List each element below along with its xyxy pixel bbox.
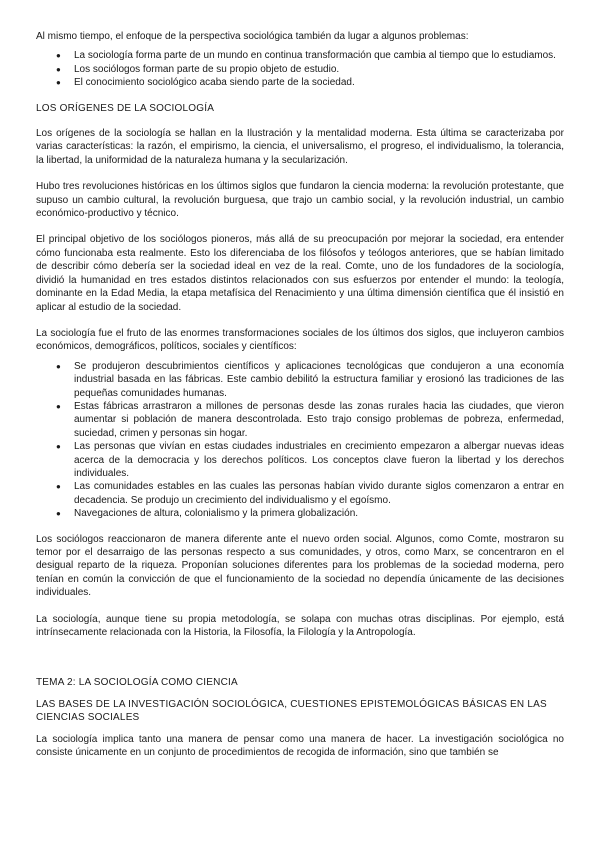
list-item: ● Las comunidades estables en las cuales las personas habían vivido durante siglos comenzaron a entrar en decadencia. Se produjo un crecimiento del individualismo y el egoísmo. [56,481,564,506]
problems-list [36,49,564,89]
list-item: ● El conocimiento sociológico acaba siendo parte de la sociedad. [56,77,355,89]
topic-heading: TEMA 2: LA SOCIOLOGÍA COMO CIENCIA [36,677,238,689]
paragraph: Los orígenes de la sociología se hallan en la Ilustración y la mentalidad moderna. Esta última se caracterizaba por varias características: la razón, el empirismo, la ciencia, el universalismo, el progreso, el individualismo, la tolerancia, la libertad, la uniformidad de la naturaleza humana y la secularización. [36,128,564,166]
paragraph: La sociología implica tanto una manera de pensar como una manera de hacer. La investigación sociológica no consiste únicamente en un conjunto de procedimientos de recogida de información, sino que también se [36,733,564,759]
bullet-icon: ● [56,482,61,492]
list-item: ● La sociología forma parte de un mundo en continua transformación que cambia al tiempo que lo estudiamos. [56,50,556,62]
bullet-icon: ● [56,401,61,411]
list-item: ● Estas fábricas arrastraron a millones de personas desde las zonas rurales hacia las ciudades, que vieron aumentar si población de manera descontrolada. Esto trajo consigo problemas de pobreza, enfermedad, suciedad, crimen y personas sin hogar. [56,400,564,439]
bullet-icon: ● [56,78,61,88]
section-heading-origins: LOS ORÍGENES DE LA SOCIOLOGÍA [36,102,215,114]
paragraph: Hubo tres revoluciones históricas en los últimos siglos que fundaron la ciencia moderna: la revolución protestante, que supuso un cambio cultural, la revolución burguesa, que trajo un cambio social, y la revolución industrial, un cambio económico-productivo y técnico. [36,181,564,220]
paragraph: La sociología fue el fruto de las enormes transformaciones sociales de los últimos dos siglos, que incluyeron cambios económicos, demográficos, políticos, sociales y científicos: [36,327,564,353]
bullet-icon: ● [56,509,61,519]
list-item: ● Las personas que vivían en estas ciudades industriales en crecimiento empezaron a albergar nuevas ideas acerca de la democracia y los derechos políticos. Los conceptos clave fueron la libertad y los derechos individuales. [56,441,564,479]
bullet-icon: ● [56,442,61,452]
transformations-list [36,360,564,521]
bullet-icon: ● [56,51,61,61]
bullet-icon: ● [56,64,61,74]
bullet-icon: ● [56,361,61,371]
document-page [36,30,564,772]
list-item: ● Los sociólogos forman parte de su propio objeto de estudio. [56,63,340,75]
intro-paragraph: Al mismo tiempo, el enfoque de la perspectiva sociológica también da lugar a algunos problemas: [36,31,469,42]
list-item: ● Navegaciones de altura, colonialismo y la primera globalización. [56,508,359,520]
paragraph: Los sociólogos reaccionaron de manera diferente ante el nuevo orden social. Algunos, como Comte, mostraron su temor por el desarraigo de las personas respecto a sus comunidades, y otros, como Marx, se concentraron en el desigual reparto de la riqueza. Proponían soluciones diferentes para los problemas de la sociedad moderna, pero tenían en común la convicción de que el funcionamiento de la sociedad no dependía únicamente de las decisiones individuales. [36,533,564,599]
spacer [36,652,564,676]
paragraph: El principal objetivo de los sociólogos pioneros, más allá de su preocupación por mejorar la sociedad, era entender cómo funcionaba esta realmente. Esto los diferenciaba de los filósofos y teólogos anteriores, que se habían limitado de describir cómo debería ser la sociedad ideal en vez de la real. Comte, uno de los fundadores de la sociología, dividió la humanidad en tres estados distintos relacionados con sus esfuerzos por entender el mundo: la teología, dominante en la Edad Media, la etapa metafísica del Renacimiento y una última dimensión científica que él insistió en aplicar al estudio de la sociedad. [36,234,564,313]
paragraph: La sociología, aunque tiene su propia metodología, se solapa con muchas otras disciplinas. Por ejemplo, está intrínsecamente relacionada con la Historia, la Filosofía, la Filología y la Antropología. [36,613,564,639]
section-heading-bases: LAS BASES DE LA INVESTIGACIÓN SOCIOLÓGICA, CUESTIONES EPISTEMOLÓGICAS BÁSICAS EN LAS CIENCIAS SOCIALES [36,698,547,724]
list-item: ● Se produjeron descubrimientos científicos y aplicaciones tecnológicas que condujeron a una economía industrial basada en las fábricas. Este cambio debilitó la estructura familiar y erosionó las tradiciones de las pequeñas comunidades humanas. [56,360,564,399]
